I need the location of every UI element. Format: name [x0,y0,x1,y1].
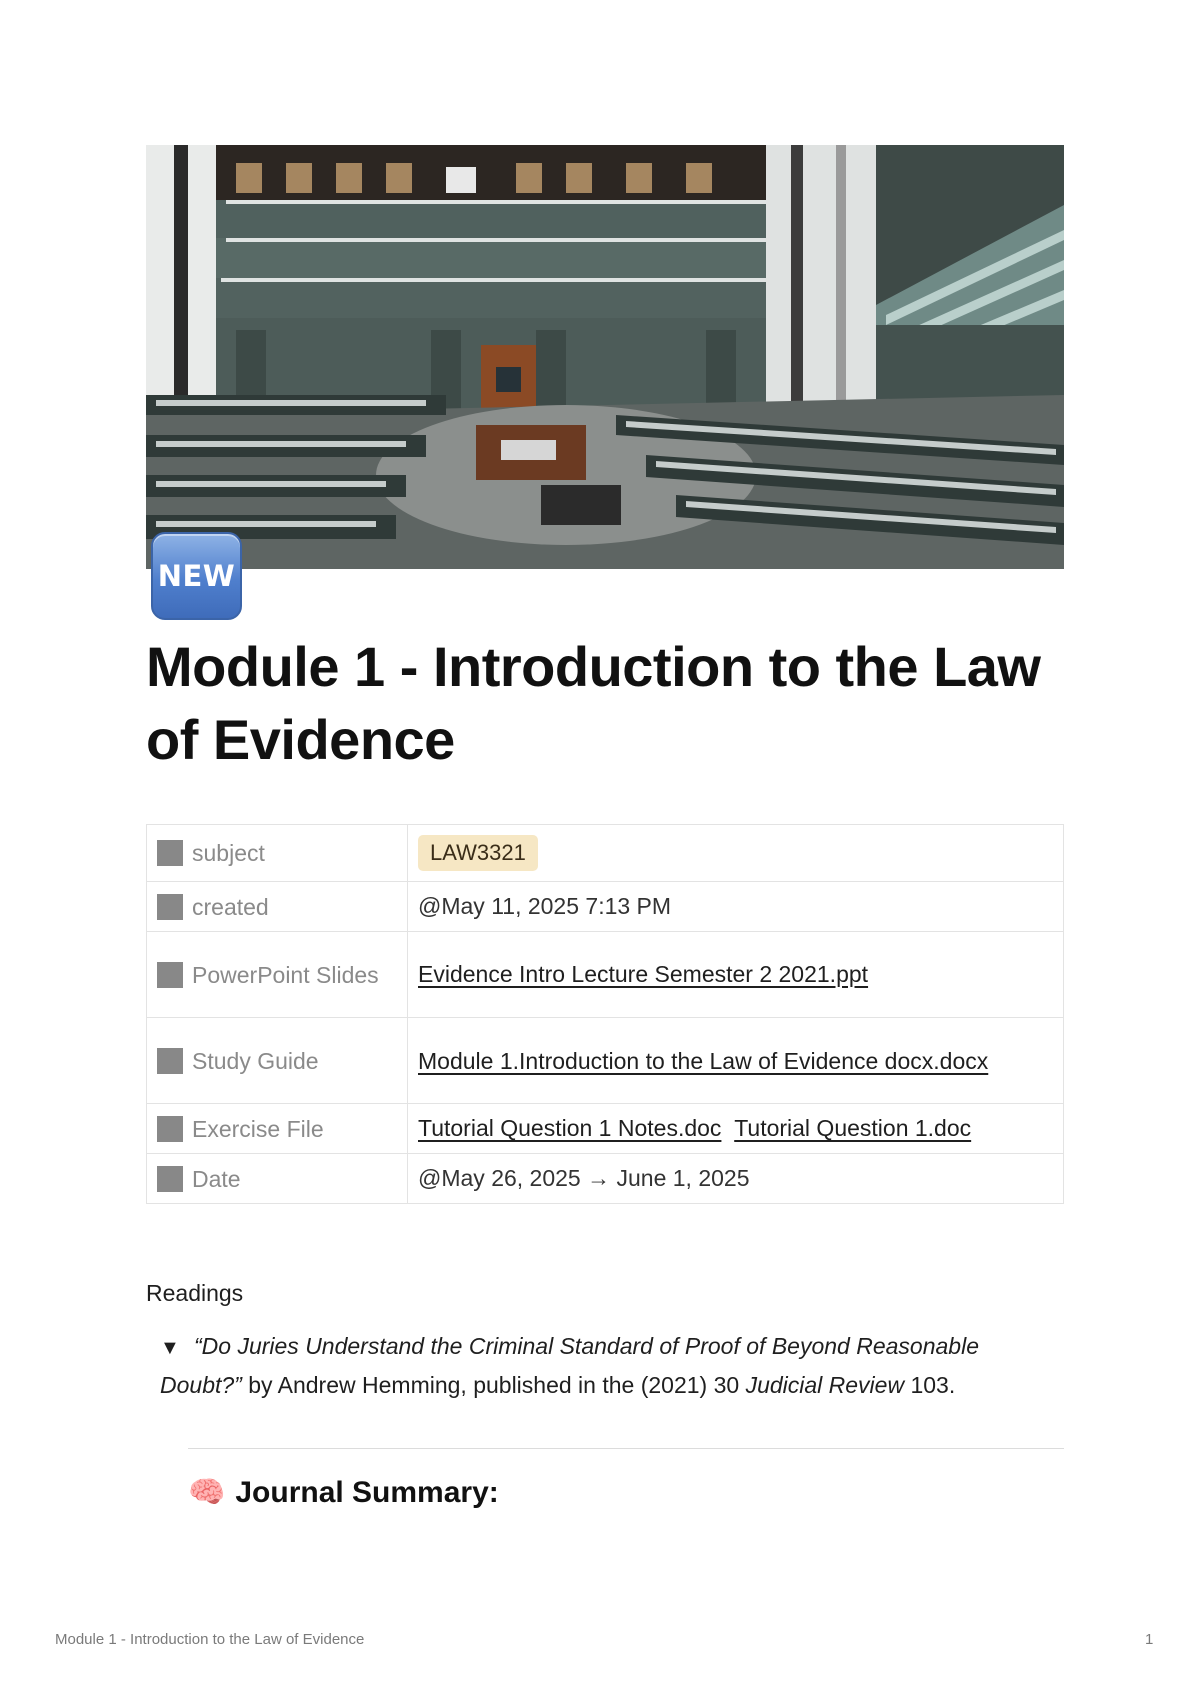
study-guide-file-link[interactable]: Module 1.Introduction to the Law of Evidence docx.docx [418,1047,989,1074]
property-row-exercise-file [147,1104,1064,1154]
property-icon [157,1166,183,1192]
property-label: subject [192,840,265,866]
parliament-chamber-image [146,145,1064,569]
property-row-created [147,882,1064,932]
journal-name: Judicial Review [745,1372,905,1398]
property-label: Exercise File [192,1115,324,1142]
slides-file-link[interactable]: Evidence Intro Lecture Semester 2 2021.ppt [418,961,869,987]
toggle-triangle-icon[interactable]: ▼ [160,1337,180,1359]
divider [188,1448,1064,1449]
brain-emoji-icon: 🧠 [188,1475,226,1510]
exercise-file-link-notes[interactable]: Tutorial Question 1 Notes.doc [418,1115,722,1141]
cover-image [146,145,1064,569]
property-label: created [192,893,269,920]
property-row-subject [147,825,1064,882]
property-label: PowerPoint Slides [192,961,379,988]
date-range-value: @May 26, 2025 → June 1, 2025 [408,1154,1064,1204]
created-value: @May 11, 2025 7:13 PM [408,882,1064,932]
property-label: Study Guide [192,1047,319,1074]
exercise-file-link-question[interactable]: Tutorial Question 1.doc [734,1115,972,1141]
footer-document-title: Module 1 - Introduction to the Law of Evidence [55,1631,365,1648]
property-row-study-guide [147,1018,1064,1104]
reading-toggle-block[interactable] [160,1328,1065,1404]
footer-page-number: 1 [1145,1631,1154,1648]
property-icon [157,1048,183,1074]
subject-tag[interactable]: LAW3321 [418,835,538,871]
property-icon [157,962,183,988]
readings-heading: Readings [146,1280,244,1306]
property-row-date [147,1154,1064,1204]
journal-summary-heading [188,1475,499,1510]
article-title: “Do Juries Understand the Criminal Standard of Proof of Beyond Reasonable Doubt?” [160,1333,979,1398]
property-label: Date [192,1165,241,1192]
property-icon [157,1116,183,1142]
property-icon [157,840,183,866]
article-citation-tail: 103. [904,1372,956,1398]
property-icon [157,894,183,920]
page-title: Module 1 - Introduction to the Law of Evidence [146,635,1041,771]
new-badge-icon[interactable]: NEW [151,532,242,620]
properties-table [146,824,1064,1204]
property-row-slides [147,932,1064,1018]
journal-summary-label: Journal Summary: [235,1475,499,1509]
article-byline: by Andrew Hemming, published in the (2021) 30 [241,1372,746,1398]
